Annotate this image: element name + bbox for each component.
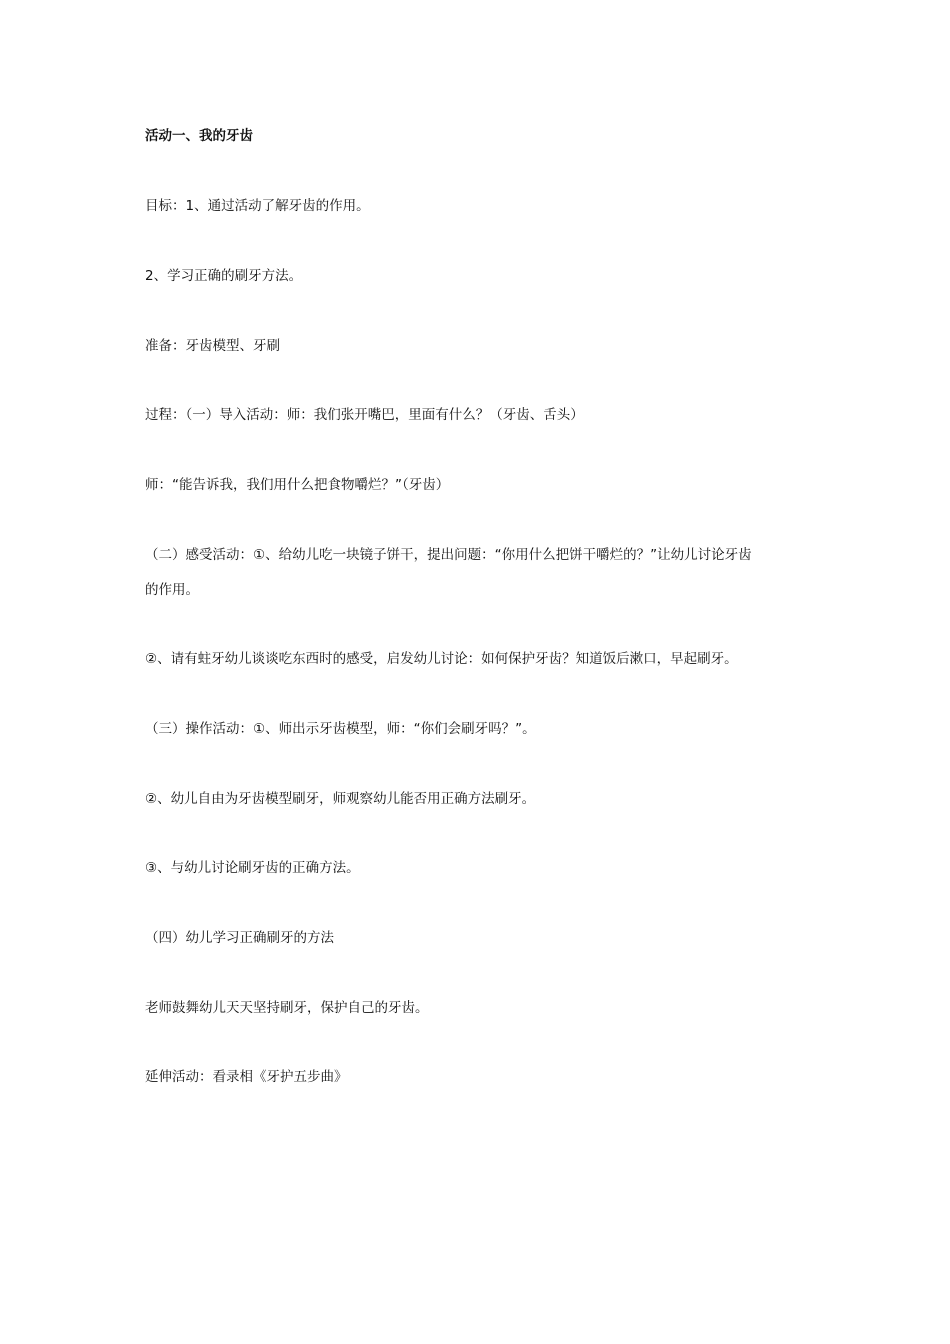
feel-activity-text-line1: （二）感受活动：①、给幼儿吃一块镜子饼干，提出问题：“你用什么把饼干嚼烂的？”让幼儿讨论牙齿	[145, 547, 752, 563]
feel-activity-text-line2: 的作用。	[145, 582, 199, 598]
goal-2-text: 2、学习正确的刷牙方法。	[145, 268, 303, 284]
teacher-question-text: 师：“能告诉我，我们用什么把食物嚼烂？”（牙齿）	[145, 477, 450, 493]
operate-activity-step2-text: ②、幼儿自由为牙齿模型刷牙，师观察幼儿能否用正确方法刷牙。	[145, 791, 536, 807]
preparation-text: 准备：牙齿模型、牙刷	[145, 338, 280, 354]
activity-title: 活动一、我的牙齿	[145, 128, 253, 144]
encourage-text: 老师鼓舞幼儿天天坚持刷牙，保护自己的牙齿。	[145, 1000, 429, 1016]
goal-1-text: 目标：1、通过活动了解牙齿的作用。	[145, 198, 370, 214]
operate-activity-step3-text: ③、与幼儿讨论刷牙齿的正确方法。	[145, 860, 360, 876]
feel-activity-step2-text: ②、请有蛀牙幼儿谈谈吃东西时的感受，启发幼儿讨论：如何保护牙齿？知道饭后漱口，早起刷牙。	[145, 651, 738, 667]
learn-brushing-text: （四）幼儿学习正确刷牙的方法	[145, 930, 334, 946]
extension-activity-text: 延伸活动：看录相《牙护五步曲》	[145, 1069, 348, 1085]
operate-activity-step1-text: （三）操作活动：①、师出示牙齿模型，师：“你们会刷牙吗？”。	[145, 721, 536, 737]
process-intro-text: 过程：（一）导入活动：师：我们张开嘴巴，里面有什么？（牙齿、舌头）	[145, 407, 584, 423]
